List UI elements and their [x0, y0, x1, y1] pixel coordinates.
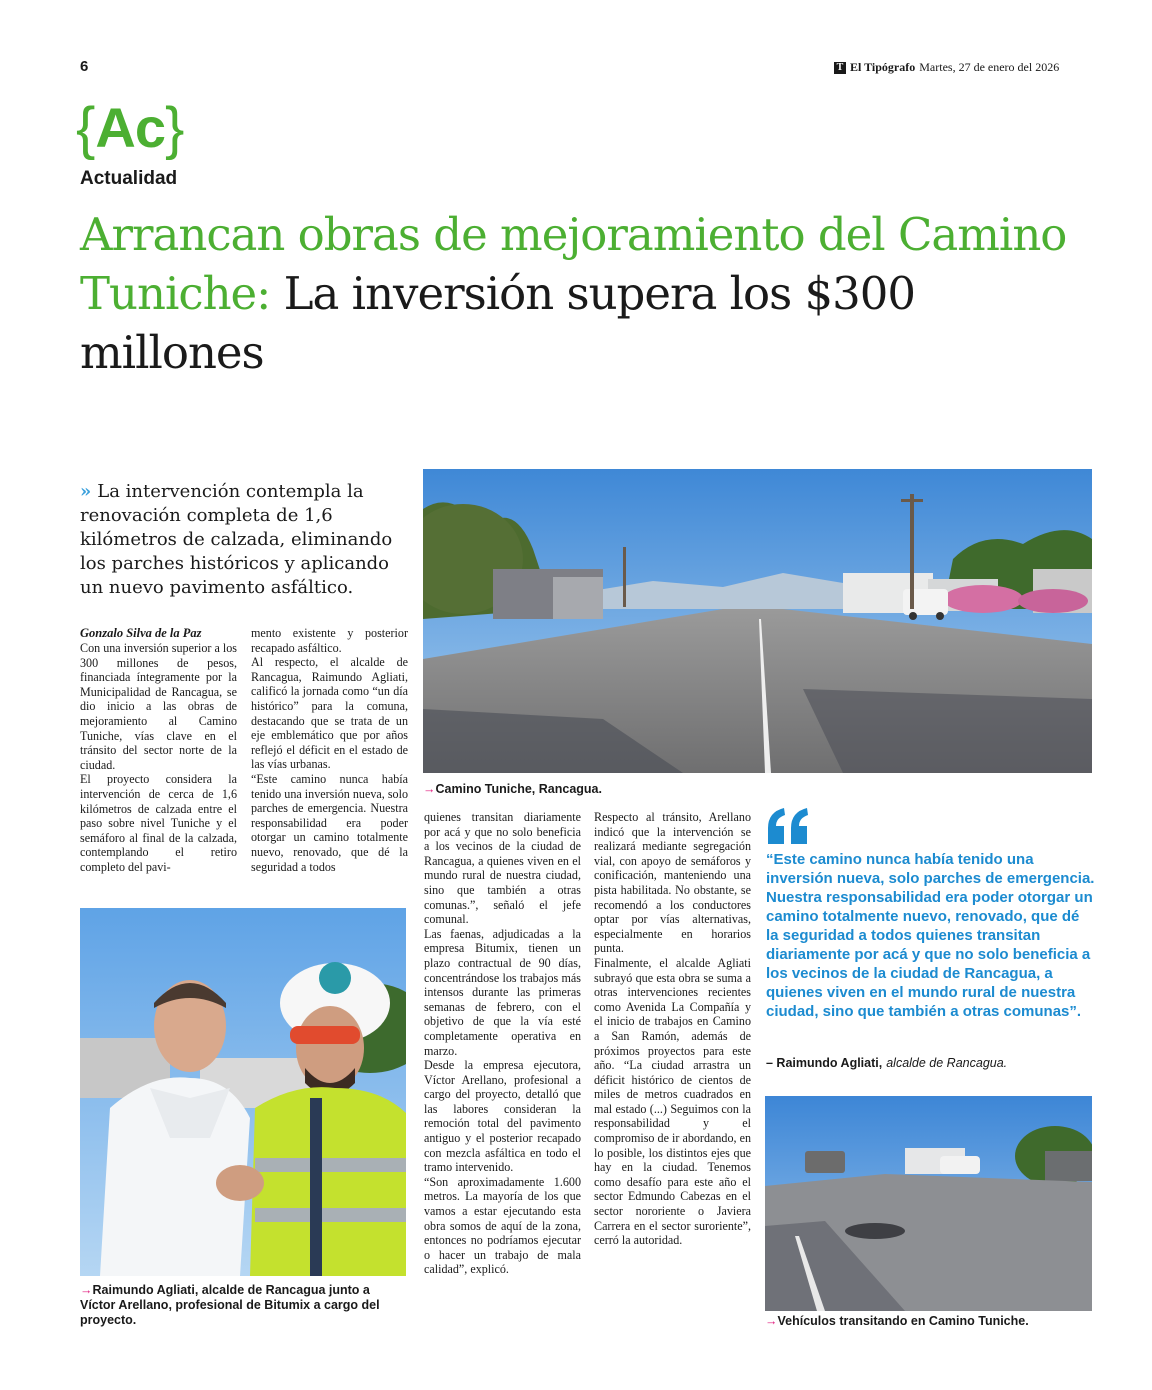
headline-dark: La inversión supera los $300 millones [80, 267, 916, 379]
photo-vehicles [765, 1096, 1092, 1311]
quote-author-role: alcalde de Rancagua. [886, 1056, 1008, 1070]
arrow-right-icon: → [765, 1314, 778, 1328]
chevron-right-icon: » [80, 481, 92, 502]
section-mark [76, 96, 185, 161]
quote-author-name: – Raimundo Agliati, [766, 1056, 883, 1070]
headline [80, 205, 1080, 382]
arrow-right-icon: → [80, 1283, 93, 1297]
lead-text: La intervención contempla la renovación completa de 1,6 kilómetros de calzada, eliminando los parches históricos y aplicando un nuevo pavimento asfáltico. [80, 481, 393, 598]
body-column-2: mento existente y posterior recapado asfáltico. Al respecto, el alcalde de Rancagua, Raimundo Agliati, calificó la jornada como “un día histórico” para la comuna, destacando que se trata de un eje emblemático que por años reflejó el déficit en el estado de las vías urbanas. “Este camino nunca había tenido una inversión nueva, solo parches de emergencia. Nuestra responsabilidad era poder otorgar un camino totalmente nuevo, renovado, que dé la seguridad a todos [251, 626, 408, 874]
body-column-3: quienes transitan diariamente por acá y que no solo beneficia a los vecinos de la ciudad de Rancagua, a quienes viven en el mundo rural de nuestra ciudad, sino que también a otras comunas.”, señaló el jefe comunal. Las faenas, adjudicadas a la empresa Bitumix, tienen un plazo contractual de 90 días, concentrándose los trabajos más intensos durante las primeras semanas de febrero, con el objetivo de que la vía esté completamente operativa en marzo. Desde la empresa ejecutora, Víctor Arellano, profesional a cargo del proyecto, detalló que las labores consideran la remoción total del pavimento antiguo y el posterior recapado con mezcla asfáltica en todo el tramo intervenido. “Son aproximadamente 1.600 metros. La mayoría de los que vamos a estar ejecutando esta obra somos de aquí de la zona, entonces no podríamos ejecutar o hacer un trabajo de mala calidad”, explicó. [424, 810, 581, 1277]
caption-text: Camino Tuniche, Rancagua. [435, 782, 602, 796]
newspaper-name: El Tipógrafo [850, 60, 916, 74]
section-name: Actualidad [80, 168, 178, 189]
arrow-right-icon: → [423, 782, 436, 796]
caption-main-photo [423, 782, 602, 797]
caption-text: Raimundo Agliati, alcalde de Rancagua junto a Víctor Arellano, profesional de Bitumix a cargo del proyecto. [80, 1283, 380, 1327]
page-number: 6 [80, 58, 89, 75]
headline-green: Arrancan obras de mejoramiento del Camino Tuniche: [80, 208, 1067, 320]
body-column-1: Con una inversión superior a los 300 millones de pesos, financiada íntegramente por la Municipalidad de Rancagua, se dio inicio a las obras de mejoramiento al Camino Tuniche, vías clave en el tránsito del sector norte de la ciudad. El proyecto considera la intervención de cerca de 1,6 kilómetros de calzada entre el paso sobre nivel Tuniche y el semáforo al final de la calzada, contemplando el retiro completo del pavi- [80, 641, 237, 874]
section-brace-open: { [76, 96, 96, 161]
masthead [834, 60, 1059, 75]
caption-traffic-photo [765, 1314, 1029, 1329]
lead-paragraph [80, 480, 410, 600]
photo-camino-tuniche [423, 469, 1092, 773]
quote-author [766, 1056, 1007, 1070]
quote-icon [764, 806, 812, 848]
photo-handshake [80, 908, 406, 1276]
body-column-4: Respecto al tránsito, Arellano indicó que la intervención se realizará mediante segregación vial, con apoyo de semáforos y conificación, manteniendo una pista habilitada. No obstante, se recomendó a los conductores optar por vías alternativas, especialmente en horarios punta. Finalmente, el alcalde Agliati subrayó que esta obra se suma a otras intervenciones recientes como Avenida La Compañía y el inicio de trabajos en Camino a San Ramón, además de próximos proyectos para este año. “La ciudad arrastra un déficit histórico de cientos de miles de metros cuadrados en mal estado (...) Seguimos con la responsabilidad y el compromiso de ir abordando, en lo posible, los distintos ejes que hay en la ciudad. Tenemos como desafío para este año el sector Edmundo Cabezas en el sector nororiente o Javiera Carrera en el sector suroriente”, cerró la autoridad. [594, 810, 751, 1248]
byline: Gonzalo Silva de la Paz [80, 626, 202, 640]
caption-people-photo [80, 1283, 400, 1328]
newspaper-logo-icon: T [834, 62, 846, 74]
issue-date: Martes, 27 de enero del 2026 [919, 60, 1060, 74]
pull-quote: “Este camino nunca había tenido una inversión nueva, solo parches de emergencia. Nuestra responsabilidad era poder otorgar un camino totalmente nuevo, renovado, que dé la seguridad a todos quienes transitan diariamente por acá y que no solo beneficia a los vecinos de la ciudad de Rancagua, a quienes viven en el mundo rural de nuestra ciudad, sino que también a otras comunas”. [766, 851, 1095, 1020]
section-abbr: Ac [95, 96, 165, 159]
caption-text: Vehículos transitando en Camino Tuniche. [777, 1314, 1029, 1328]
section-brace-close: } [164, 96, 185, 161]
